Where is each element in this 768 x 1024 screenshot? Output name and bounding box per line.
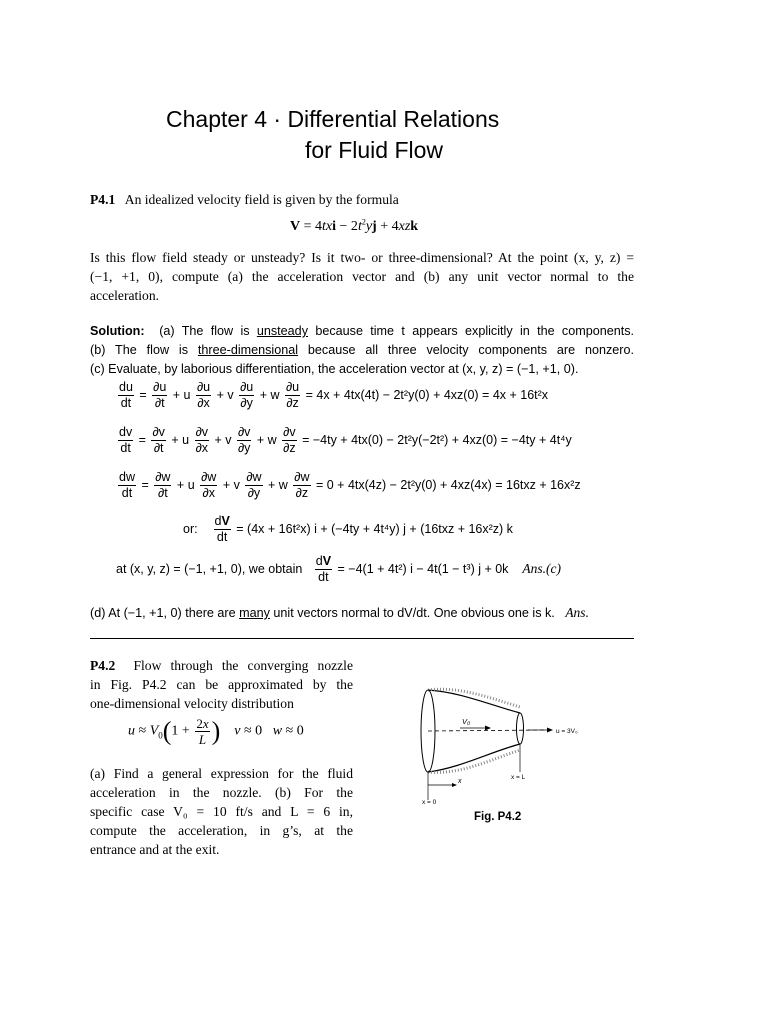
fig-x-label: x — [458, 778, 462, 785]
solution-a-post: because time t appears explicitly in the components. — [315, 324, 635, 338]
nozzle-upper-wall — [428, 690, 520, 713]
p41-question — [90, 248, 634, 305]
p41-solution-a — [90, 322, 634, 341]
p41-label: P4.1 — [90, 192, 116, 207]
fig-v0-label: V₀ — [462, 717, 471, 726]
solution-label: Solution: — [90, 324, 145, 338]
p42-line1-text: Flow through the converging nozzle — [133, 658, 353, 673]
nozzle-figure — [410, 680, 600, 805]
p42-a5: entrance and at the exit. — [90, 842, 220, 857]
fig-x0-label: x = 0 — [422, 799, 437, 805]
solution-a-pre: (a) The flow is — [159, 324, 250, 338]
answer-d: Ans. — [565, 605, 589, 620]
p41-solution-b — [90, 341, 634, 360]
p41-intro-text: An idealized velocity field is given by the formula — [124, 192, 399, 207]
p42-intro — [90, 656, 353, 713]
solution-b-post: because all three velocity components are nonzero. — [307, 343, 634, 357]
nozzle-lower-wall — [428, 744, 520, 772]
chapter-title-line1: Chapter 4 · Differential Relations — [166, 106, 500, 132]
fig-u-label: u = 3V₀ — [556, 728, 578, 735]
exit-arrowhead — [547, 728, 553, 733]
solution-d-post: unit vectors normal to dV/dt. One obvious one is k. — [273, 606, 555, 620]
p41-solution-c: (c) Evaluate, by laborious differentiation, the acceleration vector at (x, y, z) = (−1, +1, 0). — [90, 362, 579, 376]
eq-dw-rhs: = 0 + 4tx(4z) − 2t²y(0) + 4xz(4x) = 16txz + 16x²z — [315, 477, 581, 492]
eq-dw-dt: $\frac{dw}{dt}$ = $\frac{\partial w}{\partial t}$ + u $\frac{\partial w}{\partial x}$ + v $\frac{\partial w}{\partial y}$ + w $\frac{\partial w}{\partial z}$ = 0 + 4tx(4z) − 2t²y(0) + 4xz(4x) = 16txz + 16x²z — [119, 470, 581, 500]
solution-d-pre: (d) At (−1, +1, 0) there are — [90, 606, 236, 620]
eq-dv-rhs: = −4ty + 4tx(0) − 2t²y(−2t²) + 4xz(0) = −4ty + 4t⁴y — [302, 432, 572, 447]
p41-solution-d — [90, 603, 589, 623]
p42-question — [90, 764, 353, 859]
solution-b-underlined: three-dimensional — [197, 343, 299, 357]
solution-b-pre: (b) The flow is — [90, 343, 189, 357]
nozzle-outlet — [517, 713, 524, 744]
answer-c: Ans.(c) — [522, 560, 561, 576]
eq-du-rhs: = 4x + 4tx(4t) − 2t²y(0) + 4xz(0) = 4x + 16t²x — [305, 387, 549, 402]
solution-a-underlined: unsteady — [256, 324, 308, 338]
v0-arrowhead — [485, 726, 491, 731]
p41-intro — [90, 190, 634, 209]
eq-du-dt: $\frac{du}{dt}$ = $\frac{\partial u}{\partial t}$ + u $\frac{\partial u}{\partial x}$ + v $\frac{\partial u}{\partial y}$ + w $\frac{\partial u}{\partial z}$ = 4x + 4tx(4t) − 2t²y(0) + 4xz(0) = 4x + 16t²x — [119, 380, 549, 410]
solution-d-underlined: many — [239, 606, 270, 620]
p42-line2: in Fig. P4.2 can be approximated by the — [90, 677, 353, 692]
p41-question-line1: Is this flow field steady or unsteady? Is it two- or three-dimensional? At the point (x, y, z) = — [90, 250, 634, 265]
p42-a3: specific case V₀ = 10 ft/s and L = 6 in, — [90, 804, 353, 819]
fig-xL-label: x = L — [511, 774, 526, 781]
p41-question-line3: acceleration. — [90, 288, 160, 303]
p41-solution — [90, 322, 634, 379]
x-axis-arrowhead — [452, 783, 457, 787]
p42-line3: one-dimensional velocity distribution — [90, 696, 294, 711]
p42-a1: (a) Find a general expression for the fluid — [90, 766, 353, 781]
eq-dV-dt: or: $\frac{dV}{dt}$ = (4x + 16t²x) i + (−4ty + 4t⁴y) j + (16txz + 16x²z) k — [183, 514, 513, 544]
chapter-title-line2: for Fluid Flow — [305, 137, 444, 163]
or-label: or: — [183, 521, 198, 536]
p42-label: P4.2 — [90, 658, 116, 673]
eq-at-rhs: = −4(1 + 4t²) i − 4t(1 − t³) j + 0k — [337, 561, 509, 576]
p42-a2: acceleration in the nozzle. (b) For the — [90, 785, 353, 800]
p41-question-line2: (−1, +1, 0), compute (a) the acceleration vector and (b) any unit vector normal to the — [90, 269, 634, 284]
p42-a4: compute the acceleration, in g’s, at the — [90, 823, 353, 838]
figure-caption: Fig. P4.2 — [474, 811, 522, 823]
p42-line1 — [90, 656, 353, 675]
section-divider — [90, 638, 634, 639]
eq-dv-dt: $\frac{dv}{dt}$ = $\frac{\partial v}{\partial t}$ + u $\frac{\partial v}{\partial x}$ + v $\frac{\partial v}{\partial y}$ + w $\frac{\partial v}{\partial z}$ = −4ty + 4tx(0) − 2t²y(−2t²) + 4xz(0) = −4ty + 4t⁴y — [119, 425, 572, 455]
eq-at-point: at (x, y, z) = (−1, +1, 0), we obtain $\frac{dV}{dt}$ = −4(1 + 4t²) i − 4t(1 − t³) j + 0k Ans.(c) — [116, 554, 561, 584]
p42-velocity-formula: $u \approx V_0(1$ + $\frac{2x}{L}$ ) v ≈ 0 w ≈ 0 — [128, 716, 304, 747]
eq-dV-rhs: = (4x + 16t²x) i + (−4ty + 4t⁴y) j + (16txz + 16x²z) k — [236, 521, 513, 536]
at-point-text: at (x, y, z) = (−1, +1, 0), we obtain — [116, 561, 303, 576]
p41-velocity-formula: $V = 4txi - 2t^2yj + 4xzk$ — [290, 217, 419, 234]
